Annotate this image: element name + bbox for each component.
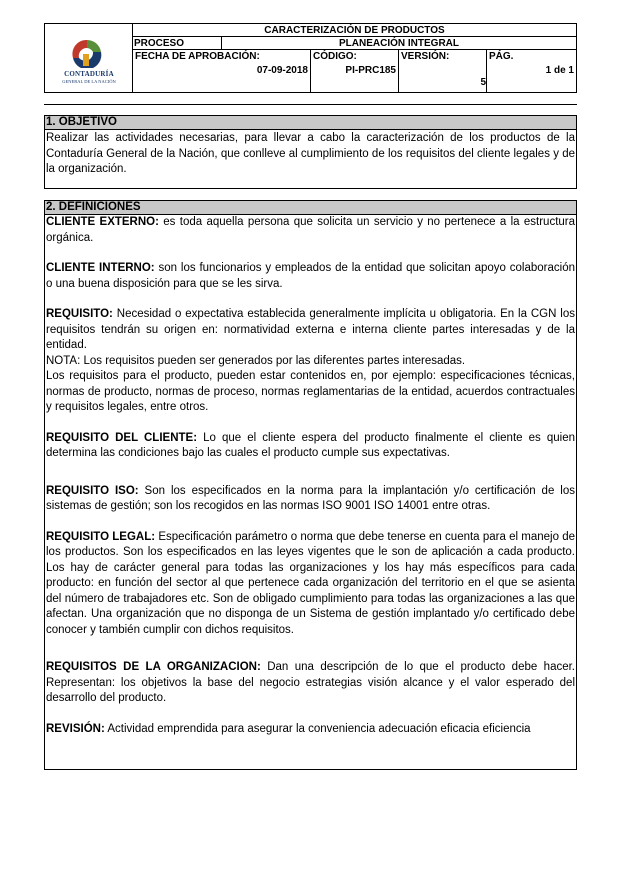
definition-term: REVISIÓN: [46,722,105,735]
definition-text: Son los especificados en la norma para la implantación y/o certificación de los sistemas de gestión; son los recogidos en las normas ISO 9001 ISO 14001 entre otras. [46,484,575,512]
definition-item [45,307,576,354]
definition-term: REQUISITO DEL CLIENTE: [46,431,198,444]
definition-text: es toda aquella persona que solicita un servicio y no pertenece a la estructura orgánica. [46,216,576,244]
code-label: CÓDIGO: [313,51,357,62]
objective-section [44,115,577,189]
process-row [133,37,576,50]
definitions-title: 2. DEFINICIONES [45,201,576,215]
definition-item [45,431,576,462]
header-divider [44,104,577,105]
definition-item [45,261,576,292]
objective-text: Realizar las actividades necesarias, para llevar a cabo la caracterización de los productos de la Contaduría General de la Nación, que conlleve al cumplimiento de los requisitos del cliente legales y de la organización. [46,132,575,175]
definition-item [45,215,576,246]
definition-term: REQUISITO LEGAL: [46,530,156,543]
version-value: 5 [480,77,486,88]
definition-item [45,484,576,515]
page-cell [487,50,576,92]
metadata-row [133,50,576,92]
definition-term: REQUISITOS DE LA ORGANIZACION: [46,661,261,673]
approval-date-label: FECHA DE APROBACIÓN: [135,51,260,62]
logo-subtitle: GENERAL DE LA NACIÓN [62,79,116,84]
definition-item [45,530,576,639]
definition-term: CLIENTE INTERNO: [46,262,155,274]
approval-date-cell [133,50,311,92]
definition-term: REQUISITO: [46,308,113,320]
definition-term: CLIENTE EXTERNO: [46,216,159,228]
process-value: PLANEACIÓN INTEGRAL [221,37,576,50]
approval-date-value: 07-09-2018 [256,65,308,76]
definition-item [45,722,576,738]
process-label: PROCESO [134,38,185,49]
document-header [44,23,577,93]
objective-title: 1. OBJETIVO [45,116,576,130]
definition-text: Lo que el cliente espera del producto finalmente el cliente es quien determina las condiciones bajo las cuales el producto cumple sus expectativas. [46,431,575,459]
logo-cell [45,24,133,92]
version-cell [399,50,487,92]
definition-text: son los funcionarios y empleados de la entidad que solicitan apoyo colaboración o una buena disposición para que se les sirva. [46,262,575,290]
code-cell [311,50,399,92]
definition-note [45,354,576,370]
definition-text: Actividad emprendida para asegurar la conveniencia adecuación eficacia eficiencia [104,722,531,735]
code-value: PI-PRC185 [345,65,396,76]
version-label: VERSIÓN: [401,51,450,62]
definition-text: Necesidad o expectativa establecida generalmente implícita u obligatoria. En la CGN los requisitos tendrán su origen en: normatividad externa e interna cliente partes interesadas y de la entidad. [46,308,575,351]
page-label: PÁG. [489,51,514,62]
definitions-section [44,200,577,770]
definition-item [45,660,576,707]
page-value: 1 de 1 [545,65,574,76]
definition-text: NOTA: Los requisitos pueden ser generados por las diferentes partes interesadas. [46,354,466,367]
logo-name: CONTADURÍA [64,70,114,78]
document-title: CARACTERIZACIÓN DE PRODUCTOS [133,24,576,37]
definition-text: Especificación parámetro o norma que debe tenerse en cuenta para el manejo de los productos. Son los especificados en las leyes vigentes que le son de aplicación a cada producto. Los hay de carácter general para todas las organizaciones y los hay más específicos para cada producto: en función del sector al que pertenece cada organización del territorio en el que se asienta del número de trabajadores etc. Son de obligado cumplimiento para todas las organizaciones a las que afectan. Una organización que no disponga de un Sistema de gestión implantado y/o certificado debe conocer y también cumplir con dichos requisitos. [46,530,576,636]
definition-term: REQUISITO ISO: [46,484,139,497]
contaduria-logo-icon [67,36,107,68]
definition-text: Dan una descripción de lo que el producto debe hacer. Representan: los objetivos la base del negocio estrategias visión alcance y el valor esperado del desarrollo del producto. [46,661,575,704]
definition-note [45,369,576,416]
definition-text: Los requisitos para el producto, pueden estar contenidos en, por ejemplo: especificaciones técnicas, normas de producto, normas de proceso, normas reglamentarias de la entidad, acuerdos contractuales y requisitos legales, entre otros. [46,370,575,413]
